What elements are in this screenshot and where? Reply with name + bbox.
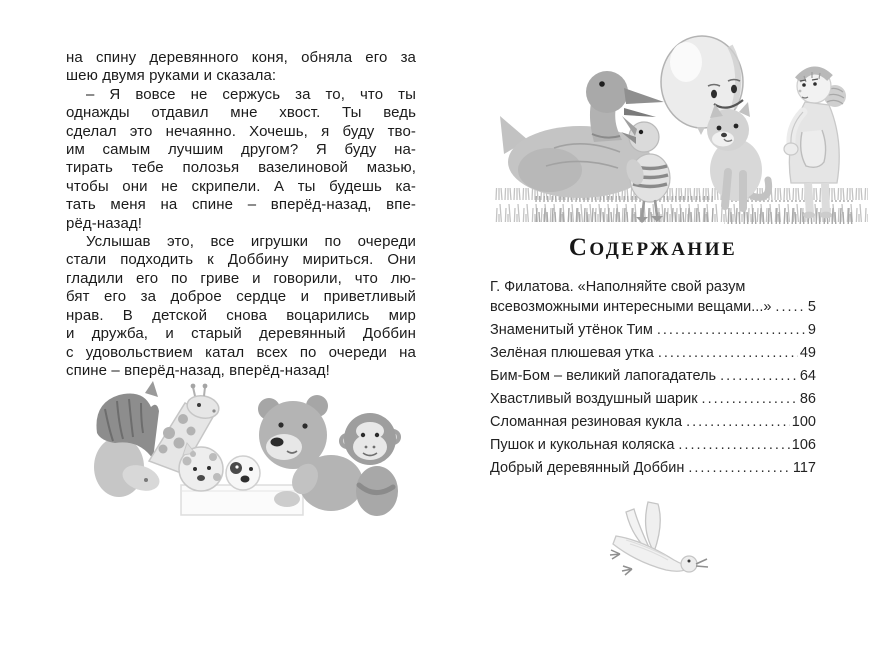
toc-entry-title: Добрый деревянный Доббин — [490, 460, 685, 476]
story-line: бят его за доброе сердце и приветливый — [66, 288, 416, 306]
story-line: – Я вовсе не сержусь за то, что ты — [86, 85, 416, 103]
story-line: на спину деревянного коня, обняла его за — [66, 49, 416, 66]
story-line: Услышав это, все игрушки по очереди — [86, 233, 416, 251]
toc-entry — [490, 389, 816, 409]
dot-leader — [702, 389, 798, 409]
story-line: им самым лучшим другом? Я буду на- — [66, 141, 416, 159]
toc-entry-title: Хвастливый воздушный шарик — [490, 391, 698, 407]
bird-illustration — [596, 496, 716, 598]
toc-entry-title: всевозможными интересными вещами...» — [490, 299, 772, 315]
spotted-cat-toy-icon — [179, 443, 223, 491]
toc-entry-page-number: 9 — [807, 322, 816, 338]
flying-bird — [610, 502, 708, 575]
toc-entry-page-number: 64 — [799, 368, 816, 384]
toc-entry-row — [490, 343, 816, 363]
toc-entry-page-number: 5 — [807, 299, 816, 315]
story-line: шею двумя руками и сказала: — [66, 67, 277, 85]
toc-entry-title: Бим-Бом – великий лапогадатель — [490, 368, 717, 384]
dot-leader — [686, 412, 790, 432]
toc-entry-row — [490, 366, 816, 386]
toc-entry-page-number: 49 — [799, 345, 816, 361]
dot-leader — [720, 366, 798, 386]
toc-entry — [490, 366, 816, 386]
story-line: чтобы они не скрипели. А ты будешь ка- — [66, 177, 416, 195]
toys-illustration — [83, 381, 410, 517]
story-line: спине – вперёд-назад, вперёд-назад! — [66, 361, 330, 379]
toc-entry-row — [490, 458, 816, 478]
toc-entry-title: Зелёная плюшевая утка — [490, 345, 654, 361]
toc-entry-title: Пушок и кукольная коляска — [490, 437, 675, 453]
toc-entry-row — [490, 389, 816, 409]
dot-leader — [775, 297, 806, 317]
toc-entry-first-line: Г. Филатова. «Наполняйте свой разум — [490, 279, 746, 295]
horse-toy-icon — [94, 381, 163, 497]
toc-list — [490, 277, 816, 481]
dot-leader — [678, 435, 789, 455]
toc-entry-page-number: 117 — [792, 460, 816, 476]
dot-leader — [657, 320, 806, 340]
toc-entry-row — [490, 297, 816, 317]
dot-leader — [688, 458, 791, 478]
story-line: сделал это нечаянно. Хочешь, я буду тво- — [66, 122, 416, 140]
story-line: с удовольствием катал всех по очереди на — [66, 343, 416, 361]
toc-entry-row — [490, 435, 816, 455]
toc-entry-page-number: 106 — [791, 437, 816, 453]
story-line: однажды отдавил мне хвост. Ты ведь — [66, 104, 416, 122]
toc-entry — [490, 277, 816, 317]
story-line: тать меня на спине – вперёд-назад, впе- — [66, 196, 416, 214]
toc-entry-title: Знаменитый утёнок Тим — [490, 322, 653, 338]
toc-entry — [490, 320, 816, 340]
story-line: стали подходить к Доббину мириться. Они — [66, 251, 416, 269]
toc-entry-page-number: 86 — [799, 391, 816, 407]
toc-title: СОДЕРЖАНИЕ — [568, 234, 738, 261]
toc-entry-row — [490, 320, 816, 340]
dot-leader — [658, 343, 798, 363]
toc-entry-page-number: 100 — [791, 414, 816, 430]
toc-entry — [490, 458, 816, 478]
toc-entry — [490, 435, 816, 455]
story-line: тирать тебе полозья вазелиновой мазью, — [66, 159, 416, 177]
toc-entry-title: Сломанная резиновая кукла — [490, 414, 683, 430]
story-line: гладили его по гриве и говорили, что лю- — [66, 269, 416, 287]
story-line: нрав. В детской снова воцарились мир — [66, 306, 416, 324]
duck-family-illustration — [494, 20, 868, 230]
story-line: и дружба, и старый деревянный Доббин — [66, 325, 416, 343]
story-line: рёд-назад! — [66, 214, 143, 232]
story-text-block — [66, 49, 416, 380]
toc-entry — [490, 412, 816, 432]
toc-entry-row — [490, 412, 816, 432]
toc-entry — [490, 343, 816, 363]
